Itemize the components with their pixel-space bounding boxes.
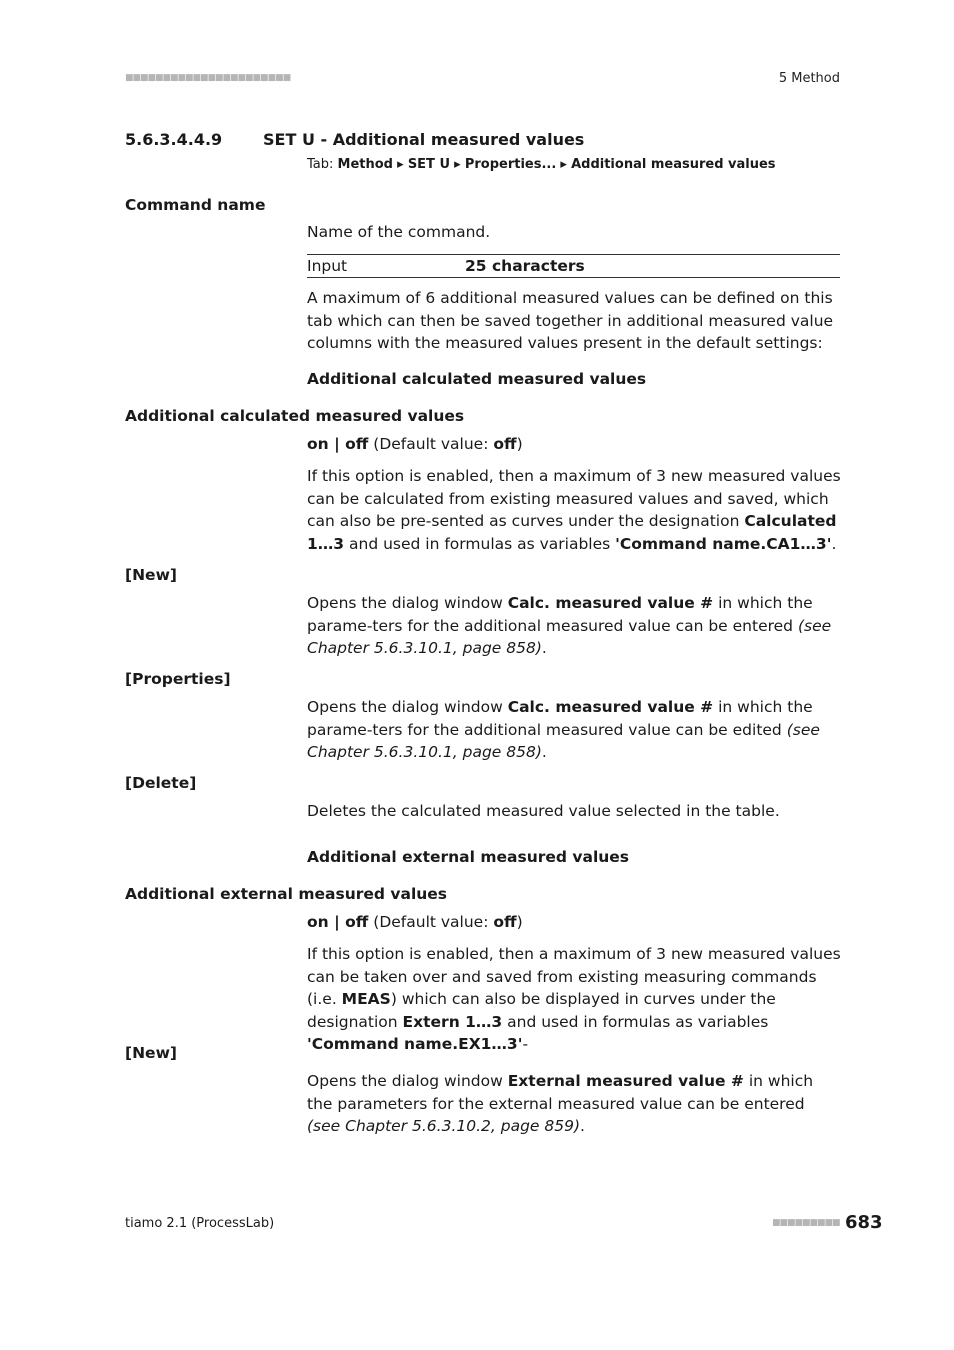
default-suffix: ) — [516, 913, 523, 931]
section-title: SET U - Additional measured values — [263, 130, 585, 149]
tab-path — [307, 157, 776, 172]
section-number: 5.6.3.4.4.9 — [125, 130, 223, 149]
text-run: and used in formulas as variables — [502, 1012, 769, 1031]
text-run: in which the parameters for the external measured value can be entered — [307, 1072, 814, 1113]
input-spec-table — [307, 254, 840, 278]
text-run: and used in formulas as variables — [344, 534, 616, 553]
calc-subheading: Additional calculated measured values — [307, 370, 647, 388]
text-run: . — [831, 534, 837, 553]
chapter-reference[interactable]: (see Chapter 5.6.3.10.1, page 858) — [307, 720, 820, 762]
ext-paragraph — [307, 943, 841, 1056]
default-value: off — [493, 435, 517, 453]
text-run: Opens the dialog window — [307, 698, 508, 716]
text-bold: 'Command name.EX1…3' — [307, 1035, 523, 1054]
default-prefix: (Default value: — [368, 435, 494, 453]
text-run: . — [580, 1117, 585, 1136]
tab-prefix: Tab: — [307, 157, 334, 172]
default-value: off — [493, 913, 517, 931]
text-run: If this option is enabled, then a maximum of 3 new measured values can be calculated from existing measured values and saved, which can also be pre-sented as curves under the designation — [307, 467, 841, 531]
ext-label: Additional external measured values — [125, 885, 448, 903]
calc-properties-desc — [307, 696, 841, 764]
calc-delete-label: [Delete] — [125, 774, 197, 792]
footer-decoration: ■■■■■■■■■ — [772, 1218, 840, 1228]
text-run: in which the parame-ters for the additional measured value can be edited — [307, 698, 813, 739]
calc-delete-desc: Deletes the calculated measured value selected in the table. — [307, 802, 780, 820]
onoff-values: on | off — [307, 913, 369, 931]
tab-path-item: Properties... — [464, 157, 557, 172]
tab-separator-icon: ▸ — [454, 157, 461, 172]
tab-separator-icon: ▸ — [397, 157, 404, 172]
text-bold: Extern 1…3 — [402, 1012, 503, 1031]
chapter-reference[interactable]: (see Chapter 5.6.3.10.1, page 858) — [307, 616, 832, 658]
calc-new-desc — [307, 592, 841, 660]
default-prefix: (Default value: — [368, 913, 494, 931]
text-run: in which the parame-ters for the additional measured value can be entered — [307, 594, 813, 635]
text-bold: Calculated 1…3 — [307, 512, 837, 553]
text-run: Opens the dialog window — [307, 1072, 508, 1090]
calc-paragraph — [307, 465, 841, 555]
tab-separator-icon: ▸ — [560, 157, 567, 172]
text-bold: MEAS — [341, 990, 391, 1009]
text-run: - — [522, 1035, 529, 1054]
calc-properties-label: [Properties] — [125, 670, 231, 688]
default-suffix: ) — [516, 435, 523, 453]
text-bold: External measured value # — [507, 1072, 744, 1090]
text-run: Opens the dialog window — [307, 594, 508, 612]
onoff-values: on | off — [307, 435, 369, 453]
ext-subheading: Additional external measured values — [307, 848, 630, 866]
ext-new-label: [New] — [125, 1044, 177, 1062]
calc-new-label: [New] — [125, 566, 177, 584]
calc-label: Additional calculated measured values — [125, 407, 465, 425]
input-label: Input — [307, 257, 348, 275]
command-name-paragraph: A maximum of 6 additional measured values can be defined on this tab which can then be saved together in additional measured value columns with the measured values present in the default settings: — [307, 289, 834, 353]
page-number: 683 — [845, 1212, 883, 1233]
ext-new-desc — [307, 1070, 841, 1138]
text-run: . — [541, 639, 547, 658]
command-name-desc: Name of the command. — [307, 223, 491, 241]
chapter-reference[interactable]: (see Chapter 5.6.3.10.2, page 859) — [307, 1117, 581, 1136]
text-run: ) which can also be displayed in curves under the designation — [307, 990, 776, 1031]
command-name-label: Command name — [125, 196, 266, 214]
text-bold: Calc. measured value # — [507, 698, 714, 716]
tab-path-item: SET U — [407, 157, 451, 172]
tab-path-item: Method — [337, 157, 393, 172]
calc-onoff — [307, 433, 841, 456]
chapter-title: 5 Method — [778, 71, 840, 86]
ext-onoff — [307, 911, 841, 934]
input-value: 25 characters — [465, 257, 585, 275]
text-bold: Calc. measured value # — [507, 594, 714, 612]
text-run: If this option is enabled, then a maximum of 3 new measured values can be taken over and saved from existing measuring commands (i.e. — [307, 945, 841, 1009]
text-run: . — [541, 743, 547, 762]
tab-path-item: Additional measured values — [571, 157, 776, 172]
footer-product: tiamo 2.1 (ProcessLab) — [125, 1216, 275, 1231]
text-bold: 'Command name.CA1…3' — [615, 534, 832, 553]
header-decoration: ■■■■■■■■■■■■■■■■■■■■■■ — [125, 73, 291, 83]
